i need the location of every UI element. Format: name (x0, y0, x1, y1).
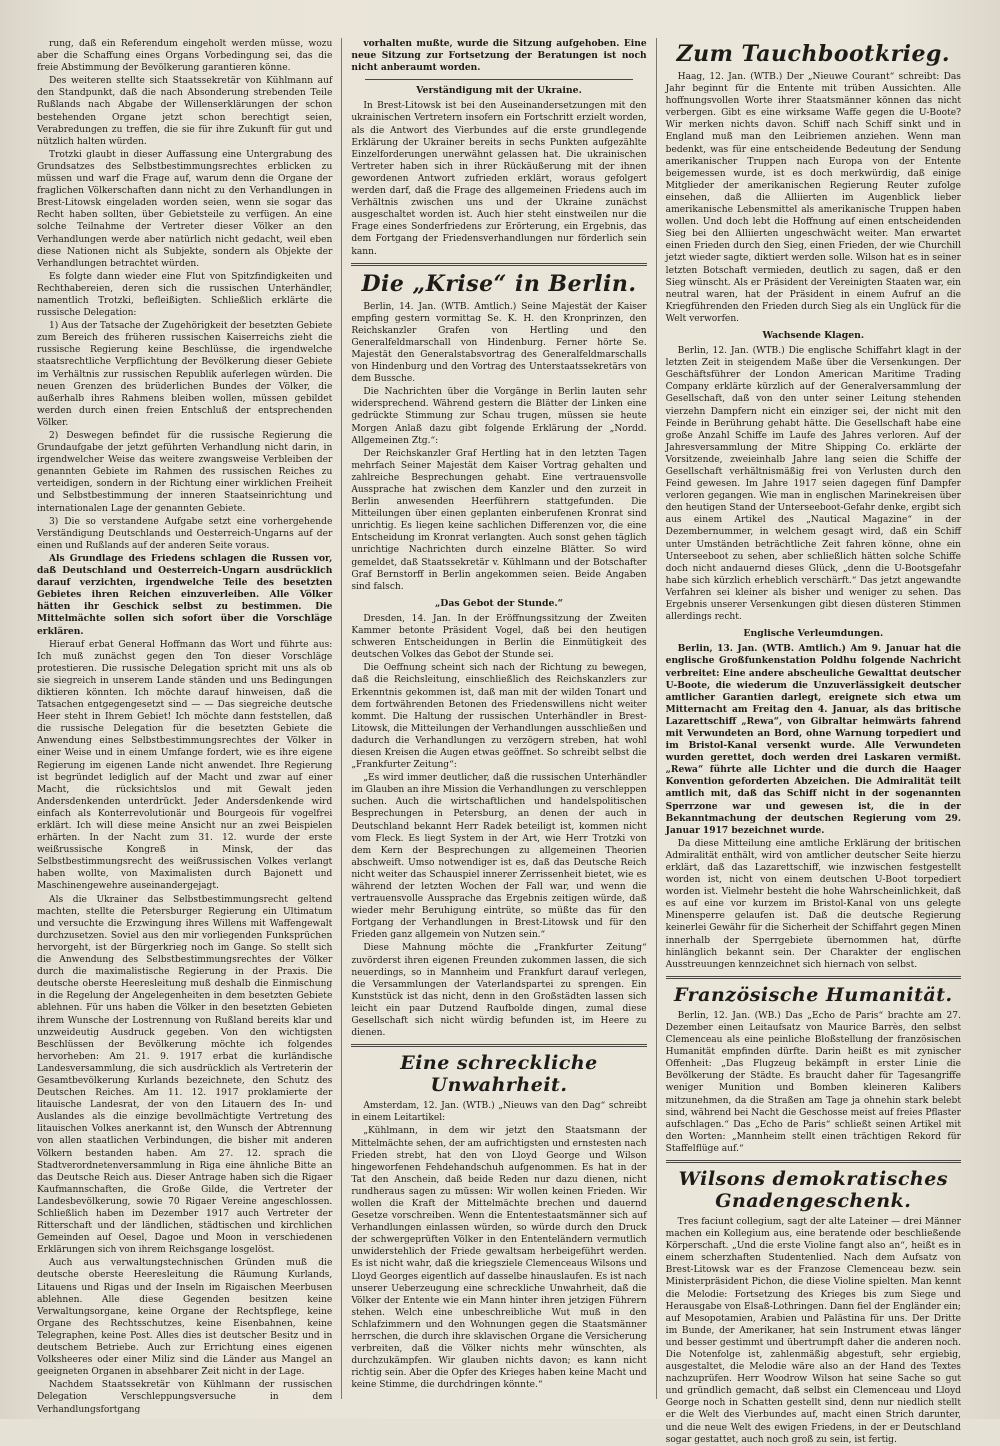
article-text: Berlin, 12. Jan. (WTB.) Die englische Schiffahrt klagt in der letzten Zeit in steigendem Maße über die Versenkungen. Der Geschäftsführer der London American Maritime Trading Company erklärte kürzlich auf der Generalversammlung der Gesellschaft, daß von den unter seiner Leitung stehenden vierzehn Dampfern nicht ein einziger sei, der nicht mit den Feinde in Berührung gehabt hätte. Die Gesellschaft habe eine große Anzahl Schiffe im Laufe des Jahres verloren. Auf der Jahresversammlung der Mitre Shipping Co. erklärte der Vorsitzende, zweieinhalb Jahre lang seien die Schiffe der Gesellschaft verhältnismäßig frei von Verlusten durch den Feind gewesen. Im Jahre 1917 seien dagegen fünf Dampfer verloren gegangen. Wie man in englischen Marinekreisen über den heutigen Stand der Unterseeboot-Gefahr denke, ergibt sich aus einem Artikel des „Nautical Magazine“ in der Dezembernummer, in welchem gesagt wird, daß ein Schiff unter Umständen beträchtliche Zeit fahren könne, ohne ein Unterseeboot zu sehen, aber schließlich hätten solche Schiffe doch nicht andauernd dieses Glück, „denn die U-Bootsgefahr habe sich kürzlich erheblich verschärft.“ Das jetzt angewandte Verfahren sei kleiner als bisher und weniger zu sehen. Das Ergebnis unserer Versenkungen gibt diesen düsteren Stimmen allerdings recht. (665, 346, 961, 623)
article-text: Auch aus verwaltungstechnischen Gründen muß die deutsche oberste Heeresleitung die Räumung Kurlands, Litauens und Rigas und der Inseln im Rigaischen Meerbusen ablehnen. Alle diese Gegenden besitzen keine Verwaltungsorgane, keine Organe der Rechtspflege, keine Organe des Rechtsschutzes, keine Eisenbahnen, keine Telegraphen, keine Post. Alles dies ist deutscher Besitz und in deutschem Betriebe. Auch zur Errichtung eines eigenen Volksheeres oder einer Miliz sind die Länder aus Mangel an geeigneten Organen in absehbarer Zeit nicht in der Lage. (37, 1258, 333, 1378)
article-text: In Brest-Litowsk ist bei den Auseinandersetzungen mit den ukrainischen Vertretern insofern ein Fortschritt erzielt worden, als die Antwort des Vierbundes auf die erste grundlegende Erklärung der Ukrainer bereits in sechs Punkten aufgezählte Einzelforderungen unerwähnt gelassen hat. Die ukrainischen Vertreter haben sich in ihrer Rückäußerung mit der ihnen gewordenen Antwort zufrieden erklärt, woraus gefolgert werden darf, daß die Frage des allgemeinen Friedens auch im Verhältnis zwischen uns und der Ukraine zunächst ausgeschaltet worden ist. Auch hier steht einstweilen nur die Frage eines Sonderfriedens zur Erörterung, ein Ergebnis, das dem Fortgang der Friedensverhandlungen nur förderlich sein kann. (351, 101, 647, 257)
divider (351, 263, 646, 266)
article-text: Berlin, 13. Jan. (WTB. Amtlich.) Am 9. Januar hat die englische Großfunkenstation Poldhu folgende Nachricht verbreitet: Eine andere abscheuliche Gewalttat deutscher U-Boote, die wiederum die Unzuverlässigkeit deutscher amtlicher Garantien darlegt, ereignete sich etwa um Mitternacht am Freitag den 4. Januar, als das britische Lazarettschiff „Rewa“, von Gibraltar heimwärts fahrend mit Verwundeten an Bord, ohne Warnung torpediert und im Bristol-Kanal versenkt wurde. Alle Verwundeten wurden gerettet, doch werden drei Laskaren vermißt. „Rewa“ führte alle Lichter und die durch die Haager Konvention geforderten Abzeichen. Die Admiralität teilt amtlich mit, daß das Schiff nicht in der sogenannten Sperrzone war und gewesen ist, die in der Bekanntmachung der deutschen Regierung vom 29. Januar 1917 bezeichnet wurde. (665, 643, 961, 836)
article-text: Die Nachrichten über die Vorgänge in Berlin lauten sehr widersprechend. Während gestern die Blätter der Linken eine gedrückte Stimmung zur Schau trugen, müssen sie heute Morgen Anlaß dazu gibt folgende Erklärung der „Nordd. Allgemeinen Ztg.“: (351, 387, 647, 446)
column-left (28, 38, 341, 1415)
article-text: Der Reichskanzler Graf Hertling hat in den letzten Tagen mehrfach Seiner Majestät dem Kaiser Vortrag gehalten und zahlreiche Besprechungen gehabt. Eine vertrauensvolle Aussprache hat zwischen dem Kanzler und den zurzeit in Berlin anwesenden Heerführern stattgefunden. Die Mitteilungen über einen geplanten einberufenen Kronrat sind unrichtig. Es liegen keine sachlichen Differenzen vor, die eine Entscheidung im Kronrat verlangten. Auch sonst gehen täglich unrichtige Nachrichten durch einzelne Blätter. So wird gemeldet, daß Staatssekretär v. Kühlmann und der Botschafter Graf Bernstorff in Berlin angekommen seien. Beide Angaben sind falsch. (351, 448, 647, 592)
divider (365, 79, 632, 80)
article-text: Amsterdam, 12. Jan. (WTB.) „Nieuws van den Dag“ schreibt in einem Leitartikel: (351, 1101, 647, 1124)
column-middle (341, 38, 655, 1399)
article-text: Als die Ukrainer das Selbstbestimmungsrecht geltend machten, stellte die Petersburger Regierung ein Ultimatum und versuchte die Erzwingung ihres Willens mit Waffengewalt durchzusetzen. Soviel aus den mir vorliegenden Funksprüchen hervorgeht, ist der Bürgerkrieg noch im Gange. So stellt sich die Anwendung des Selbstbestimmungsrechtes der Völker durch die maximalistische Regierung in der Praxis. Die deutsche oberste Heeresleitung muß deshalb die Einmischung in die Regelung der Angelegenheiten in dem besetzten Gebiete ablehnen. Für uns haben die Völker in den besetzten Gebieten ihrem Wunsche der Lostrennung von Rußland bereits klar und unzweideutig Ausdruck gegeben. Von den wichtigsten Beschlüssen der Bevölkerung möchte ich folgendes hervorheben: Am 21. 9. 1917 erbat die kurländische Landesversammlung, die sich ausdrücklich als Vertreterin der Gesamtbevölkerung Kurlands bezeichnete, den Schutz des Deutschen Reiches. Am 11. 12. 1917 proklamierte der litauische Landesrat, der von den Litauern des In- und Auslandes als die einzige bevollmächtigte Vertretung des litauischen Volkes anerkannt ist, den Wunsch der Abtrennung von allen staatlichen Verbindungen, die bisher mit anderen Völkern bestanden haben. Am 27. 12. sprach die Stadtverordnetenversammlung in Riga eine ähnliche Bitte an das Deutsche Reich aus. Dieser Antrage haben sich die Rigaer Kaufmannschaften, die Große Gilde, die Vertreter der Landesbevölkerung, sowie 70 Rigaer Vereine angeschlossen. Schließlich haben im Dezember 1917 auch Vertreter der Ritterschaft und der ländlichen, städtischen und kirchlichen Gemeinden auf Oesel, Dagoe und Moon in verschiedenen Erklärungen sich von ihrem Reichsgange losgelöst. (37, 894, 333, 1256)
article-text: Berlin, 12. Jan. (WB.) Das „Echo de Paris“ brachte am 27. Dezember einen Leitaufsatz von Maurice Barrès, den selbst Clemenceau als eine peinliche Bloßstellung der französischen Humanität empfinden dürfte. Darin heißt es mit zynischer Offenheit: „Das Flugzeug bekämpft in erster Linie die Bevölkerung der Städte. Es braucht daher für Tagesangriffe weniger Munition und Bomben kleineren Kalibers mitzunehmen, da die Straßen am Tage ja ohnehin stark belebt sind, während bei Nacht die Geschosse meist auf freies Pflaster aufschlagen.“ Das „Echo de Paris“ schließt seinen Artikel mit den Worten: „Mannheim stellt einen trächtigen Rekord für Staffelflüge auf.“ (665, 1010, 961, 1154)
section-subheading: Wachsende Klagen. (762, 329, 865, 341)
article-text: Tres faciunt collegium, sagt der alte Lateiner — drei Männer machen ein Kollegium aus, eine beratende oder beschließende Körperschaft. „Und die erste Violine fangt also an“, heißt es in einem scherzhaften Studentenlied. Nach dem Aufsatz von Brest-Litowsk war es der Franzose Clemenceau bezw. sein Ministerpräsident Pichon, die diese Violine spielten. Man kennt die Melodie: Fortsetzung des Krieges bis zum Siege und Herausgabe von Elsaß-Lothringen. Dann fiel der Engländer ein; auf Mesopotamien, Arabien und Palästina für uns. Der Dritte im Bunde, der Amerikaner, hat sein Instrument etwas länger und besser gestimmt und übertrumpft daher die anderen noch. Die Notenfolge ist, zahlenmäßig abgestuft, sehr ergiebig, ausgestaltet, die Melodie wäre also an der Hand des Textes nachzuprüfen. Herr Woodrow Wilson hat seine Sache so gut und gründlich gemacht, daß selbst ein Clemenceau und Lloyd George noch in Schatten gestellt sind, denn nur niedlich stellt er die Welt des Vierbundes auf, macht einen Strich darunter, und die neue Welt des ewigen Friedens, in der er Deutschland sogar gestattet, auch noch groß zu sein, ist fertig. (665, 1216, 961, 1445)
section-subheading: „Das Gebot der Stunde.“ (434, 597, 564, 609)
article-headline: Französische Humanität. (673, 983, 953, 1006)
article-text: Da diese Mitteilung eine amtliche Erklärung der britischen Admiralität enthält, wird von amtlicher deutscher Seite hierzu erklärt, daß das Lazarettschiff, wie inzwischen festgestellt worden ist, nicht von einem deutschen U-Boot torpediert worden ist. Vielmehr besteht die hohe Wahrscheinlichkeit, daß es auf eine vor kurzem im Bristol-Kanal von uns gelegte Minensperre gelaufen ist. Daß die deutsche Regierung keinerlei Gewähr für die Sicherheit der Schiffahrt gegen Minen innerhalb der Sperrgebiete übernommen hat, dürfte hinlänglich bekannt sein. Der Charakter der englischen Ausstreuungen kennzeichnet sich hiernach von selbst. (665, 838, 961, 970)
article-text: 2) Deswegen befindet für die russische Regierung die Grundaufgabe der jetzt geführten Verhandlung nicht darin, in irgendwelcher Weise das weitere zwangsweise Verbleiben der genannten Gebiete im Rahmen des russischen Reiches zu verteidigen, sondern in der Richtung einer wirklichen Freiheit und Selbstbestimmung der inneren Staatseinrichtung und internationalen Lage der genannten Gebiete. (37, 431, 333, 514)
article-headline: Zum Tauchbootkrieg. (676, 41, 951, 67)
article-headline: Die „Krise“ in Berlin. (361, 270, 637, 297)
article-text: Dresden, 14. Jan. In der Eröffnungssitzung der Zweiten Kammer betonte Präsident Vogel, daß bei den heutigen schweren Entscheidungen in Berlin die Einmütigkeit des deutschen Volkes das Gebot der Stunde sei. (351, 613, 647, 661)
article-text: Berlin, 14. Jan. (WTB. Amtlich.) Seine Majestät der Kaiser empfing gestern vormittag Se. K. H. den Kronprinzen, den Reichskanzler Grafen von Hertling und den Generalfeldmarschall von Hindenburg. Ferner hörte Se. Majestät den Generalstabsvortrag des Generalfeldmarschalls von Hindenburg und den Vortrag des Unterstaatssekretärs von dem Bussche. (351, 301, 647, 385)
section-subheading: Englische Verleumdungen. (743, 628, 884, 640)
column-right (656, 38, 970, 1445)
article-headline: Wilsons demokratisches Gnadengeschenk. (678, 1167, 949, 1212)
divider (666, 1160, 961, 1163)
section-subheading: Verständigung mit der Ukraine. (416, 85, 582, 97)
article-text: Es folgte dann wieder eine Flut von Spitzfindigkeiten und Rechthabereien, deren sich die russischen Unterhändler, namentlich Trotzki, befleißigten. Schließlich erklärte die russische Delegation: (37, 271, 333, 319)
divider (666, 976, 961, 979)
divider (351, 1044, 646, 1047)
article-text: Haag, 12. Jan. (WTB.) Der „Nieuwe Courant“ schreibt: Das Jahr beginnt für die Entente mit trüben Aussichten. Alle hoffnungsvollen Worte ihrer Staatsmänner können das nicht verbergen. Gibt es eine wirksame Waffe gegen die U-Boote? Wir merken nichts davon. Schiff nach Schiff sinkt und in England muß man den Leibriemen anziehen. Wenn man bedenkt, was für eine entscheidende Bedeutung der Sendung amerikanischer Truppen nach Europa von der Entente beigemessen wurde, ist es doch merkwürdig, daß einige Mitglieder der amerikanischen Regierung Reuter zufolge einsehen, daß die Alliierten im Augenblick lieber amerikanische Lebensmittel als amerikanische Truppen haben wollen. Und doch lebt die Hoffnung auf einen entscheidenden Sieg bei den Alliierten ungeschwächt weiter. Man erwartet einen Frieden durch den Sieg, einen Frieden, der wie Churchill jetzt wieder sagte, diktiert werden solle. Wilson hat es in seiner letzten Botschaft vermieden, deutlich zu sagen, daß er den Sieg wünscht. Als er Präsident der Vereinigten Staaten war, ein neutral waren, hat der Präsident in einem Aufruf an die Kriegführenden den Frieden durch Sieg als ein Unglück für die Welt verworfen. (665, 72, 961, 324)
article-text: Die Oeffnung scheint sich nach der Richtung zu bewegen, daß die Reichsleitung, einschließlich des Reichskanzlers zur Erkenntnis gekommen ist, daß man mit der wilden Tonart und dem fortwährenden Betonen des Friedenswillens nicht weiter kommt. Die Haltung der russischen Unterhändler in Brest-Litowsk, die Mitteilungen der Verhandlungen ausschließen und dadurch die Verhandlungen zu verzögern streben, hat wohl diesen Kreisen die Augen etwas geöffnet. So schreibt selbst die „Frankfurter Zeitung“: (351, 663, 647, 771)
article-text: 3) Die so verstandene Aufgabe setzt eine vorhergehende Verständigung Deutschlands und Oesterreich-Ungarns auf der einen und Rußlands auf der anderen Seite voraus. (37, 516, 333, 551)
article-text: Hierauf erbat General Hoffmann das Wort und führte aus: Ich muß zunächst gegen den Ton dieser Vorschläge protestieren. Die russische Delegation spricht mit uns als ob sie siegreich in unserem Lande ständen und uns Bedingungen diktieren könnten. Ich möchte darauf hinweisen, daß die Tatsachen entgegengesetzt sind — — Das siegreiche deutsche Heer steht in Ihrem Gebiet! Ich möchte dann feststellen, daß die russische Delegation für die besetzten Gebiete die Anwendung eines Selbstbestimmungsrechtes der Völker in einer Weise und in einem Umfange fordert, wie es ihre eigene Regierung im eigenen Lande nicht anwendet. Ihre Regierung ist begründet lediglich auf der Macht und zwar auf einer Macht, die rücksichtslos und mit Gewalt jeden Andersdenkenden unterdrückt. Jeder Andersdenkende wird einfach als Konterrevolutionär und Bourgeois für vogelfrei erklärt. Ich will diese meine Ansicht nur an zwei Beispielen erhärten. In der Nacht zum 31. 12. wurde der erste weißrussische Kongreß in Minsk, der das Selbstbestimmungsrecht des weißrussischen Volkes verlangt haben wollte, von Maximalisten durch Bajonett und Maschinengewehre auseinandergejagt. (37, 639, 333, 892)
article-text: Des weiteren stellte sich Staatssekretär von Kühlmann auf den Standpunkt, daß die nach Absonderung strebenden Teile Rußlands nach Abgabe der Willenserklärungen der schon bestehenden Organe jetzt schon berechtigt seien, Verabredungen zu treffen, die sie für ihre Zukunft für gut und nützlich halten würden. (37, 76, 333, 147)
article-text: Trotzki glaubt in dieser Auffassung eine Untergrabung des Grundsatzes des Selbstbestimmungsrechtes erblicken zu müssen und warf die Frage auf, warum denn die Organe der fraglichen Völkerschaften dann nicht zu den Verhandlungen in Brest-Litowsk eingeladen worden seien, wenn sie sogar das Recht haben sollten, über Gebietsteile zu verfügen. An eine solche Teilnahme der Vertreter dieser Völker an den Verhandlungen werde aber natürlich nicht gedacht, weil eben diese Nationen nicht als Subjekte, sondern als Objekte der Verhandlungen betrachtet würden. (37, 149, 333, 269)
article-text: Nachdem Staatssekretär von Kühlmann der russischen Delegation Verschleppungsversuche in dem Verhandlungsfortgang (37, 1380, 333, 1415)
article-headline: Eine schreckliche Unwahrheit. (400, 1052, 598, 1097)
article-text: rung, daß ein Referendum eingeholt werden müsse, wozu aber die Schaffung eines Organs Vorbedingung sei, das die freie Abstimmung der Bevölkerung garantieren könne. (37, 39, 333, 74)
article-text: 1) Aus der Tatsache der Zugehörigkeit der besetzten Gebiete zum Bereich des früheren russischen Kaiserreichs zieht die russische Regierung keine Beschlüsse, die irgendwelche staatsrechtliche Verpflichtung der Bevölkerung dieser Gebiete im Verhältnis zur russischen Republik auferlegen würden. Die neuen Grenzen des brüderlichen Bundes der Völker, die außerhalb ihres Rahmens bleiben wollen, müssen gebildet werden durch einen freien Entschluß der entsprechenden Völker. (37, 321, 333, 428)
article-text: „Kühlmann, in dem wir jetzt den Staatsmann der Mittelmächte sehen, der am aufrichtigsten und ernstesten nach Frieden strebt, hat den von Lloyd George und Wilson hingeworfenen Fehdehandschuh aufgenommen. Es hat in der Tat den Anschein, daß beide Reden nur dazu dienen, nicht rundheraus sagen zu müssen: Wir wollen keinen Frieden. Wir wollen die Kraft der Mittelmächte brechen und dauernd Gesetze vorschreiben. Wenn die Ententestaatsmänner sich auf Verhandlungen einlassen würden, so würde durch den Druck der schwergeprüften Völker in den Ententeländern vermutlich unwiderstehlich der Friede gewaltsam herbeigeführt werden. Es ist nicht wahr, daß die kriegsziele Clemenceaus Wilsons und Lloyd Georges eigentlich auf dasselbe hinauslaufen. Es ist nach unserer Ueberzeugung eine schreckliche Unwahrheit, daß die Völker der Entente wie ein Mann hinter ihren jetzigen Führern stehen. Welch eine unbeschreibliche Wut muß in den Schlafzimmern und den Wohnungen gegen die Staatsmänner herrschen, die durch ihre sklavischen Organe die Versicherung verbreiten, daß die Völker nichts mehr wünschten, als durchzukämpfen. Wir glauben nichts davon; es kann nicht richtig sein. Aber die Opfer des Krieges haben keine Macht und keine Stimme, die durchdringen könnte.“ (351, 1126, 647, 1391)
article-text: Diese Mahnung möchte die „Frankfurter Zeitung“ zuvörderst ihren eigenen Freunden zukommen lassen, die sich neuerdings, so in Mannheim und Frankfurt darauf verlegen, die Versammlungen der Vaterlandspartei zu sprengen. Ein Kunststück ist das nicht, denn in den Großstädten lassen sich leicht ein paar Dutzend Raufbolde dingen, zumal diese Gesellschaft sich nicht würdig befunden ist, im Heere zu dienen. (351, 943, 647, 1039)
article-text: Als Grundlage des Friedens schlagen die Russen vor, daß Deutschland und Oesterreich-Ungarn ausdrücklich darauf verzichten, irgendwelche Teile des besetzten Gebietes ihren Reichen einzuverleiben. Alle Völker hätten ihr Geschick selbst zu bestimmen. Die Mittelmächte sollen sich sofort über die Vorschläge erklären. (37, 552, 333, 637)
article-text: vorhalten mußte, wurde die Sitzung aufgehoben. Eine neue Sitzung zur Fortsetzung der Beratungen ist noch nicht anberaumt worden. (351, 38, 647, 74)
article-text: „Es wird immer deutlicher, daß die russischen Unterhändler im Glauben an ihre Mission die Verhandlungen zu verschleppen suchen. Auch die wirtschaftlichen und handelspolitischen Besprechungen in Petersburg, an denen der auch in Deutschland bekannt Herr Radek beteiligt ist, kommen nicht vom Fleck. Es liegt System in der Art, wie Herr Trotzki von dem Kern der Besprechungen zu allgemeinen Theorien abschweift. Umso notwendiger ist es, daß das Deutsche Reich nicht weiter das Schauspiel innerer Zerrissenheit bietet, wie es während der letzten Wochen der Fall war, und wenn die vertrauensvolle Aussprache das Ergebnis zeitigen würde, daß wieder mehr Beruhigung eintrüte, so müßte das für den Fortgang der Verhandlungen in Brest-Litowsk und für den Frieden ganz allgemein von Nutzen sein.“ (351, 773, 647, 941)
